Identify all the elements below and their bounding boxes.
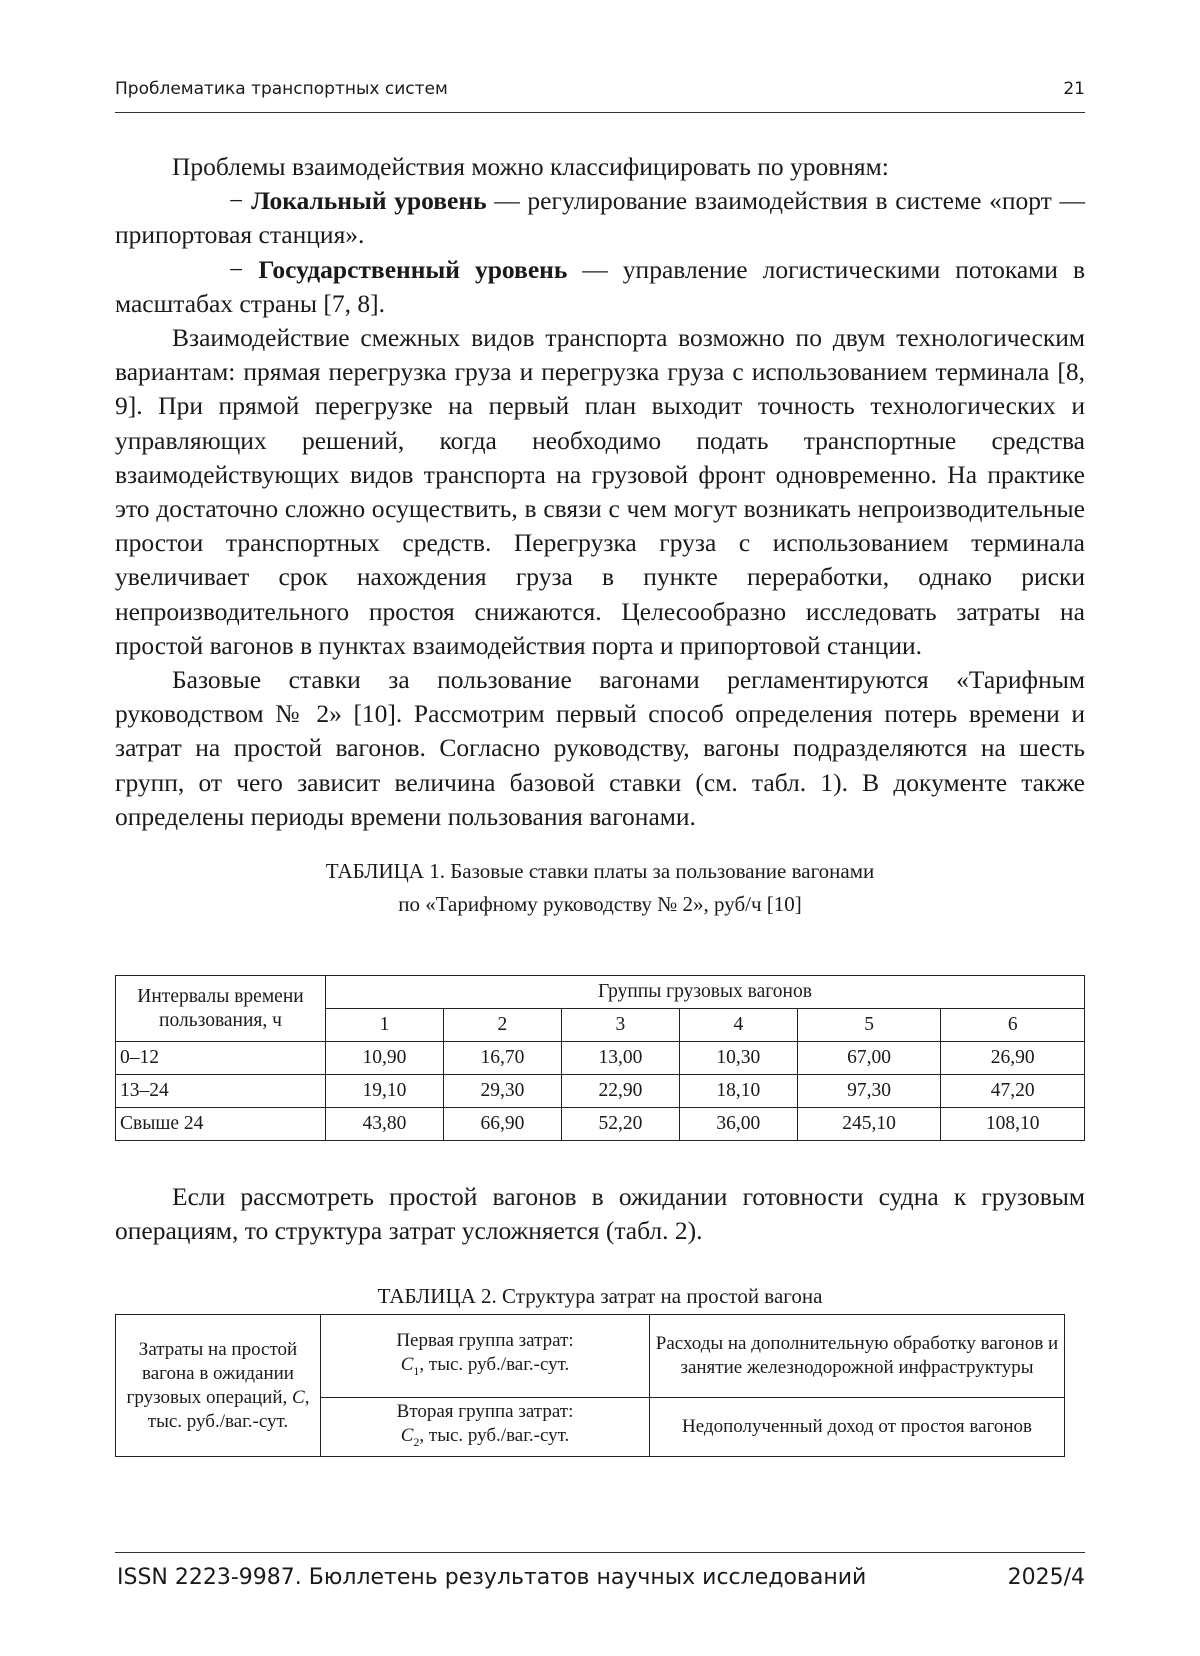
running-title: Проблематика транспортных систем: [115, 79, 448, 99]
table1-group-2: 2: [443, 1009, 561, 1042]
table2-group2-title: Вторая группа затрат:: [396, 1401, 574, 1423]
table1-group-5: 5: [797, 1009, 941, 1042]
table1-cell: 66,90: [443, 1108, 561, 1141]
running-header: [115, 76, 1085, 113]
table2-group1-title: Первая группа затрат:: [396, 1330, 574, 1352]
table1-cell: 10,30: [679, 1042, 797, 1075]
table1-cell: 36,00: [679, 1108, 797, 1141]
table1-cell: 22,90: [561, 1075, 679, 1108]
table1-row-label: 0–12: [116, 1042, 326, 1075]
paragraph-rates: Базовые ставки за пользование вагонами регламентируются «Тарифным руководством № 2» [10]. Рассмотрим первый способ определения потерь времени и затрат на простой вагонов. Согласно руководству, вагоны подразделяются на шесть групп, от чего зависит величина базовой ставки (см. табл. 1). В документе также определены периоды времени пользования вагонами.: [115, 665, 1085, 831]
body-text-2: [115, 1180, 1085, 1248]
table2-group1-desc: Расходы на дополнительную обработку вагонов и занятие железнодорожной инфраструктуры: [650, 1315, 1065, 1398]
table-row: [116, 1108, 1085, 1141]
table1-caption: [115, 855, 1085, 921]
issue-number: 2025/4: [1007, 1565, 1085, 1590]
table2-group2-var: C: [400, 1425, 414, 1447]
table1-cell: 245,10: [797, 1108, 941, 1141]
table2-col1-unit: , тыс. руб./ваг.-сут.: [147, 1386, 310, 1432]
table2-group2-unit: , тыс. руб./ваг.-сут.: [419, 1425, 570, 1447]
table1-cell: 26,90: [941, 1042, 1085, 1075]
paragraph-interaction: Взаимодействие смежных видов транспорта возможно по двум технологическим вариантам: прямая перегрузка груза и перегрузка груза с использованием терминала [8, 9]. При прямой перегрузке на первый план выходит точность технологических и управляющих решений, когда необходимо подать транспортные средства взаимодействующих видов транспорта на грузовой фронт одновременно. На практике это достаточно сложно осуществить, в связи с чем могут возникать непроизводительные простои транспортных средств. Перегрузка груза с использованием терминала увеличивает срок нахождения груза в пункте переработки, однако риски непроизводительного простоя снижаются. Целесообразно исследовать затраты на простой вагонов в пунктах взаимодействия порта и припортовой станции.: [115, 323, 1085, 660]
table1-caption-line2: по «Тарифному руководству № 2», руб/ч [10]: [398, 892, 802, 916]
table2-group1-var: C: [400, 1354, 414, 1376]
table1-cell: 108,10: [941, 1108, 1085, 1141]
table1-cell: 47,20: [941, 1075, 1085, 1108]
table1-row-label: Свыше 24: [116, 1108, 326, 1141]
table1-cell: 52,20: [561, 1108, 679, 1141]
body-text: [115, 150, 1085, 834]
table2-group2: [321, 1398, 650, 1457]
table1-row-label: 13–24: [116, 1075, 326, 1108]
list-item-state: − Государственный уровень — управление логистическими потоками в масштабах страны [7, 8].: [115, 254, 1085, 318]
table1-cell: 16,70: [443, 1042, 561, 1075]
table1: [115, 975, 1085, 1141]
table2-group2-sub: 2: [413, 1434, 420, 1449]
table1-cell: 43,80: [326, 1108, 444, 1141]
table2-col1: [116, 1315, 321, 1457]
journal-title: ISSN 2223-9987. Бюллетень результатов научных исследований: [117, 1565, 867, 1590]
term-state: Государственный уровень: [258, 254, 568, 284]
list-item-state-text: — управление логистическими потоками в масштабах страны [7, 8].: [115, 254, 1085, 318]
table-row: [116, 1075, 1085, 1108]
table1-group-header: Группы грузовых вагонов: [326, 976, 1085, 1009]
table1-group-6: 6: [941, 1009, 1085, 1042]
paragraph-downtime: Если рассмотреть простой вагонов в ожидании готовности судна к грузовым операциям, то структура затрат усложняется (табл. 2).: [115, 1182, 1085, 1246]
table1-group-4: 4: [679, 1009, 797, 1042]
table1-row-header: Интервалы времени пользования, ч: [116, 976, 326, 1042]
term-local: Локальный уровень: [251, 186, 487, 216]
table-row: [116, 1042, 1085, 1075]
table1-caption-line1: ТАБЛИЦА 1. Базовые ставки платы за пользование вагонами: [325, 859, 875, 883]
table1-cell: 67,00: [797, 1042, 941, 1075]
table1-cell: 18,10: [679, 1075, 797, 1108]
table2-col1-text: Затраты на простой вагона в ожидании грузовых операций,: [126, 1338, 298, 1408]
table2-group1-unit: , тыс. руб./ваг.-сут.: [419, 1354, 570, 1376]
table1-cell: 29,30: [443, 1075, 561, 1108]
table2-caption: ТАБЛИЦА 2. Структура затрат на простой вагона: [377, 1284, 823, 1308]
page-number: 21: [1063, 79, 1085, 99]
table2-group2-desc: Недополученный доход от простоя вагонов: [650, 1398, 1065, 1457]
list-item-local: − Локальный уровень — регулирование взаимодействия в системе «порт — припортовая станция».: [115, 186, 1086, 250]
table1-cell: 97,30: [797, 1075, 941, 1108]
table1-cell: 10,90: [326, 1042, 444, 1075]
table2: [115, 1314, 1065, 1457]
list-item-local-text: — регулирование взаимодействия в системе «порт — припортовая станция».: [115, 186, 1086, 250]
paragraph-intro: Проблемы взаимодействия можно классифицировать по уровням:: [172, 152, 889, 181]
table1-group-1: 1: [326, 1009, 444, 1042]
table1-group-3: 3: [561, 1009, 679, 1042]
running-footer: [115, 1552, 1085, 1590]
table2-group1: [321, 1315, 650, 1398]
table2-group1-sub: 1: [413, 1363, 420, 1378]
table1-cell: 13,00: [561, 1042, 679, 1075]
table1-cell: 19,10: [326, 1075, 444, 1108]
table2-col1-var: C: [292, 1386, 305, 1408]
